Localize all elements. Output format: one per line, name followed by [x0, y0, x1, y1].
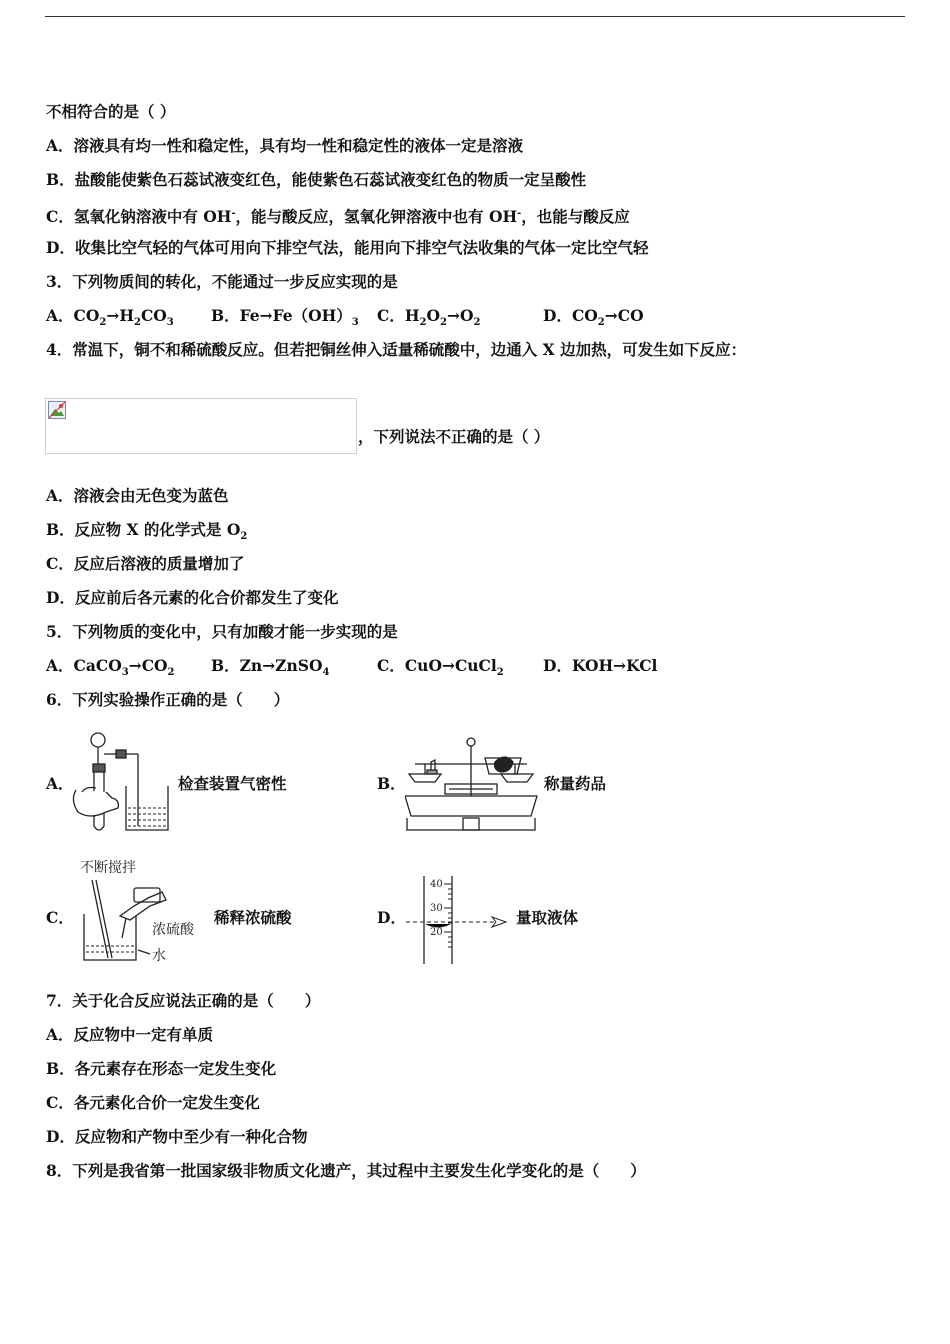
formula-part: KOH→KCl [571, 656, 658, 675]
formula-part: CO [140, 306, 167, 325]
q6-option-b-caption: 称量药品 [544, 774, 607, 793]
balance-scale-figure [405, 734, 540, 836]
subscript: 2 [99, 317, 107, 329]
option-label: D． [46, 238, 75, 257]
option-label: C． [377, 656, 405, 675]
option-text: 各元素化合价一定发生变化 [73, 1093, 260, 1112]
option-text: 氢氧化钠溶液中有 OH [73, 207, 232, 227]
q3-option-a [46, 306, 174, 333]
subscript: 4 [322, 667, 330, 679]
option-label: C． [46, 554, 74, 573]
option-text: 反应物和产物中至少有一种化合物 [74, 1127, 308, 1146]
q5-option-d [543, 656, 657, 676]
option-label: B． [211, 306, 240, 325]
option-label: B． [46, 520, 75, 539]
option-label: C． [46, 1093, 74, 1112]
q7-option-c [46, 1093, 260, 1113]
option-text: 盐酸能使紫色石蕊试液变红色，能使紫色石蕊试液变红色的物质一定呈酸性 [74, 170, 587, 189]
stir-label: 不断搅拌 [80, 860, 136, 876]
tick-label: 40 [430, 879, 443, 890]
formula-part: Fe→Fe（OH） [239, 306, 352, 325]
tick-label: 30 [430, 903, 443, 914]
option-label: C． [46, 207, 74, 227]
subscript: 2 [597, 317, 605, 329]
subscript: 2 [473, 317, 481, 329]
option-a [46, 136, 523, 156]
option-label: A． [46, 136, 74, 155]
subscript: 2 [496, 667, 504, 679]
option-label: D． [543, 656, 572, 675]
subscript: 2 [439, 317, 447, 329]
formula-part: CuO→CuCl [404, 656, 497, 675]
q7-option-a [46, 1025, 213, 1045]
reaction-equation-image [45, 398, 357, 454]
q6-option-a-caption: 检查装置气密性 [178, 774, 287, 793]
subscript: 3 [121, 667, 129, 679]
broken-image-icon [48, 401, 66, 419]
q5-option-a [46, 656, 175, 683]
subscript: 3 [166, 317, 174, 329]
formula-part: →CO [604, 306, 644, 325]
graduated-cylinder-figure [404, 872, 514, 966]
q4-option-b [46, 520, 247, 547]
option-b [46, 170, 586, 190]
dilute-acid-figure [78, 858, 213, 966]
q4-option-d [46, 588, 338, 608]
option-label: A． [46, 486, 74, 505]
formula-part: →O [446, 306, 474, 325]
option-label: C． [377, 306, 405, 325]
question-4-stem: 4．常温下，铜不和稀硫酸反应。但若把铜丝伸入适量稀硫酸中，边通入 X 边加热，可发生如下反应： [46, 340, 747, 359]
airtightness-check-figure [68, 730, 178, 836]
question-6-stem: 6．下列实验操作正确的是（ ） [46, 690, 290, 709]
header-rule [45, 16, 905, 17]
q4-option-a [46, 486, 229, 506]
subscript: 2 [133, 317, 141, 329]
subscript: 2 [240, 531, 248, 543]
option-text: 反应后溶液的质量增加了 [73, 554, 245, 573]
tick-label: 20 [430, 927, 443, 938]
formula-part: H [404, 306, 420, 325]
q6-option-a-label: A． [46, 774, 74, 793]
q6-option-d-caption: 量取液体 [516, 908, 579, 927]
formula-part: →H [106, 306, 134, 325]
option-label: B． [46, 1059, 75, 1078]
subscript: 2 [167, 667, 175, 679]
q5-option-b [211, 656, 329, 683]
subscript: 3 [351, 317, 359, 329]
question-5-stem: 5．下列物质的变化中，只有加酸才能一步实现的是 [46, 622, 398, 641]
q6-option-c-label: C． [46, 908, 74, 927]
formula-part: Zn→ZnSO [239, 656, 323, 675]
option-label: D． [543, 306, 572, 325]
option-label: B． [46, 170, 75, 189]
option-text: 反应物中一定有单质 [73, 1025, 214, 1044]
option-text: 反应物 X 的化学式是 O [74, 520, 241, 539]
superscript: - [231, 208, 236, 219]
option-label: B． [211, 656, 240, 675]
formula-part: CO [73, 306, 100, 325]
question-3-stem: 3．下列物质间的转化，不能通过一步反应实现的是 [46, 272, 398, 291]
option-label: D． [46, 588, 75, 607]
question-7-stem: 7．关于化合反应说法正确的是（ ） [46, 991, 321, 1010]
formula-part: CaCO [73, 656, 122, 675]
formula-part: O [426, 306, 440, 325]
q5-option-c [377, 656, 504, 683]
q3-option-c [377, 306, 480, 333]
option-c [46, 204, 630, 227]
option-label: D． [46, 1127, 75, 1146]
acid-label: 浓硫酸 [152, 922, 194, 938]
question-8-stem: 8．下列是我省第一批国家级非物质文化遗产，其过程中主要发生化学变化的是（ ） [46, 1161, 646, 1180]
q7-option-d [46, 1127, 307, 1147]
q3-option-b [211, 306, 359, 333]
q7-option-b [46, 1059, 276, 1079]
water-label: 水 [152, 948, 166, 964]
q6-option-c-caption: 稀释浓硫酸 [214, 908, 292, 927]
option-text: 各元素存在形态一定发生变化 [74, 1059, 277, 1078]
question-4-continuation: ，下列说法不正确的是（ ） [358, 427, 550, 446]
q6-option-d-label: D． [377, 908, 406, 927]
q4-option-c [46, 554, 244, 574]
option-label: A． [46, 656, 74, 675]
q6-option-b-label: B． [377, 774, 406, 793]
q3-option-d [543, 306, 644, 333]
option-text: 溶液会由无色变为蓝色 [73, 486, 229, 505]
superscript: - [517, 208, 522, 219]
formula-part: →CO [128, 656, 168, 675]
option-label: A． [46, 1025, 74, 1044]
option-d [46, 238, 648, 258]
option-text: ，能与酸反应，氢氧化钾溶液中也有 OH [235, 207, 518, 227]
formula-part: CO [571, 306, 598, 325]
option-text: 反应前后各元素的化合价都发生了变化 [74, 588, 339, 607]
subscript: 2 [419, 317, 427, 329]
option-label: A． [46, 306, 74, 325]
option-text: 收集比空气轻的气体可用向下排空气法，能用向下排空气法收集的气体一定比空气轻 [74, 238, 649, 257]
option-text: ，也能与酸反应 [521, 207, 630, 227]
question-intro: 不相符合的是（ ） [46, 102, 176, 121]
option-text: 溶液具有均一性和稳定性，具有均一性和稳定性的液体一定是溶液 [73, 136, 524, 155]
